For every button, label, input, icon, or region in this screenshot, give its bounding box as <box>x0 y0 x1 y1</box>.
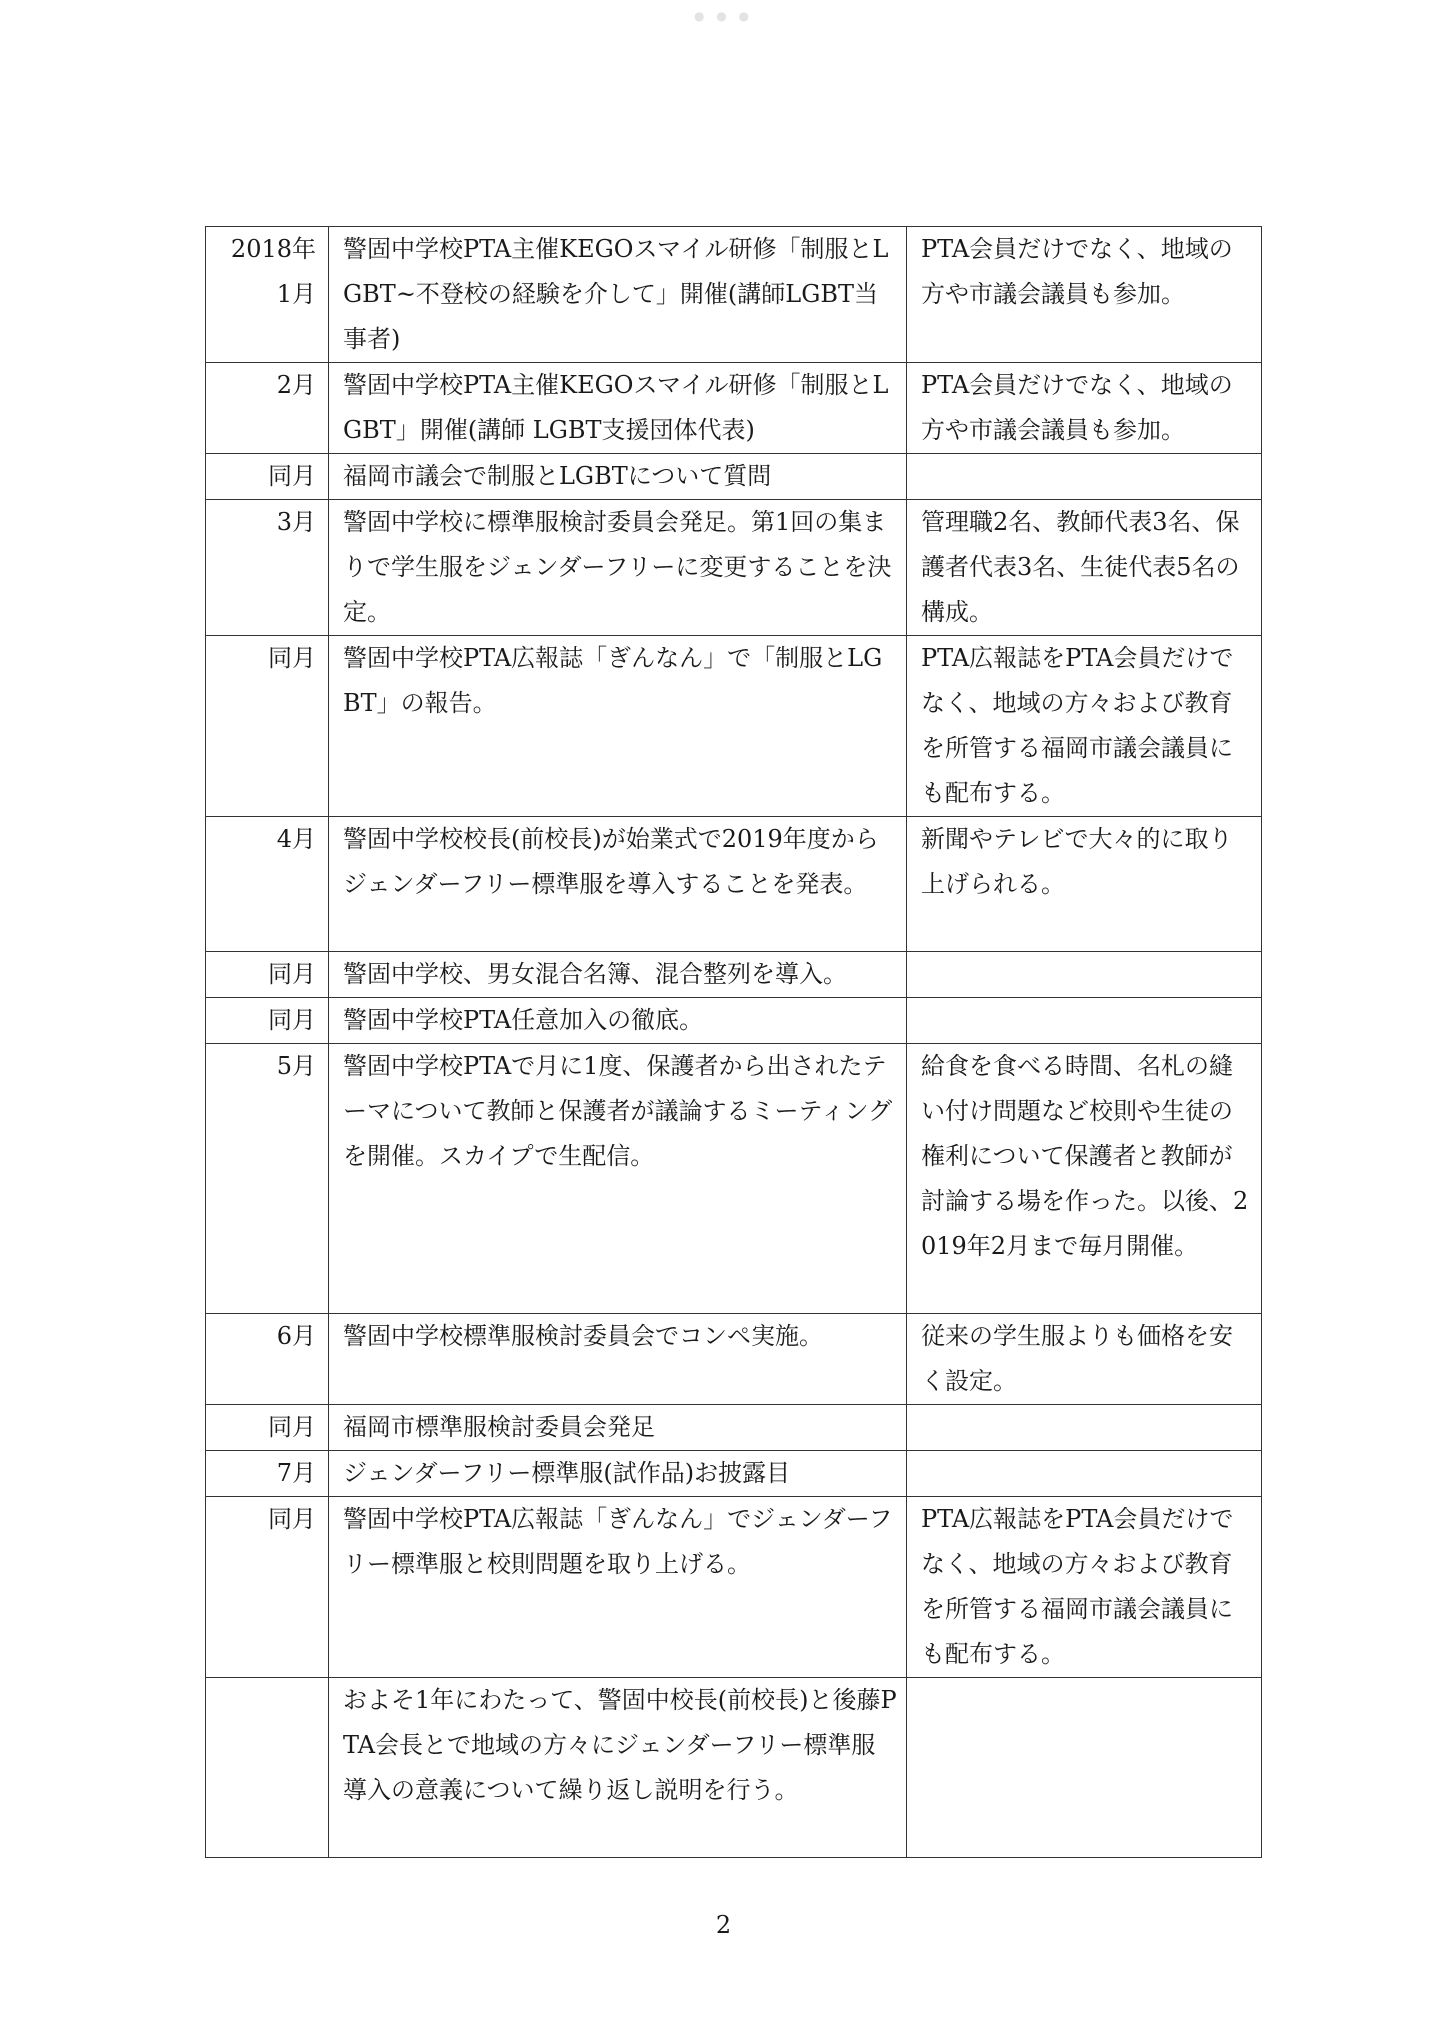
window-handle-dots: ● ● ● <box>693 9 754 23</box>
date-cell: 4月 <box>206 817 329 952</box>
note-cell <box>907 1405 1262 1451</box>
table-row <box>206 998 1262 1044</box>
note-cell <box>907 454 1262 500</box>
event-cell: 警固中学校PTA主催KEGOスマイル研修「制服とLGBT」開催(講師 LGBT支援団体代表) <box>329 363 907 454</box>
event-cell: およそ1年にわたって、警固中校長(前校長)と後藤PTA会長とで地域の方々にジェンダーフリー標準服導入の意義について繰り返し説明を行う。 <box>329 1678 907 1858</box>
event-cell: 警固中学校、男女混合名簿、混合整列を導入。 <box>329 952 907 998</box>
date-cell: 6月 <box>206 1314 329 1405</box>
note-cell: PTA会員だけでなく、地域の方や市議会議員も参加。 <box>907 363 1262 454</box>
date-cell: 同月 <box>206 1405 329 1451</box>
note-cell: 給食を食べる時間、名札の縫い付け問題など校則や生徒の権利について保護者と教師が討論する場を作った。以後、2019年2月まで毎月開催。 <box>907 1044 1262 1314</box>
table-row <box>206 1405 1262 1451</box>
date-cell: 5月 <box>206 1044 329 1314</box>
table-row <box>206 817 1262 952</box>
event-cell: 警固中学校校長(前校長)が始業式で2019年度からジェンダーフリー標準服を導入することを発表。 <box>329 817 907 952</box>
timeline-table <box>205 226 1262 1858</box>
table-row <box>206 1678 1262 1858</box>
note-cell <box>907 952 1262 998</box>
note-cell: 従来の学生服よりも価格を安く設定。 <box>907 1314 1262 1405</box>
table-row <box>206 1451 1262 1497</box>
date-cell: 3月 <box>206 500 329 636</box>
note-cell: PTA広報誌をPTA会員だけでなく、地域の方々および教育を所管する福岡市議会議員にも配布する。 <box>907 1497 1262 1678</box>
date-cell: 2018年 1月 <box>206 227 329 363</box>
date-cell: 同月 <box>206 952 329 998</box>
table-row <box>206 1314 1262 1405</box>
event-cell: 警固中学校PTAで月に1度、保護者から出されたテーマについて教師と保護者が議論するミーティングを開催。スカイプで生配信。 <box>329 1044 907 1314</box>
date-cell: 同月 <box>206 1497 329 1678</box>
event-cell: ジェンダーフリー標準服(試作品)お披露目 <box>329 1451 907 1497</box>
table-row <box>206 454 1262 500</box>
note-cell: 管理職2名、教師代表3名、保護者代表3名、生徒代表5名の構成。 <box>907 500 1262 636</box>
date-cell: 同月 <box>206 454 329 500</box>
table-row <box>206 363 1262 454</box>
note-cell <box>907 998 1262 1044</box>
table-row <box>206 227 1262 363</box>
event-cell: 福岡市標準服検討委員会発足 <box>329 1405 907 1451</box>
date-cell: 7月 <box>206 1451 329 1497</box>
date-cell: 2月 <box>206 363 329 454</box>
date-cell: 同月 <box>206 636 329 817</box>
page-number: 2 <box>715 1911 732 1939</box>
table-row <box>206 636 1262 817</box>
table-row <box>206 952 1262 998</box>
table-row <box>206 500 1262 636</box>
date-cell: 同月 <box>206 998 329 1044</box>
event-cell: 警固中学校標準服検討委員会でコンペ実施。 <box>329 1314 907 1405</box>
event-cell: 警固中学校PTA広報誌「ぎんなん」で「制服とLGBT」の報告。 <box>329 636 907 817</box>
event-cell: 警固中学校PTA主催KEGOスマイル研修「制服とLGBT~不登校の経験を介して」開催(講師LGBT当事者) <box>329 227 907 363</box>
event-cell: 警固中学校PTA広報誌「ぎんなん」でジェンダーフリー標準服と校則問題を取り上げる。 <box>329 1497 907 1678</box>
date-cell <box>206 1678 329 1858</box>
event-cell: 警固中学校PTA任意加入の徹底。 <box>329 998 907 1044</box>
note-cell: PTA会員だけでなく、地域の方や市議会議員も参加。 <box>907 227 1262 363</box>
table-row <box>206 1044 1262 1314</box>
note-cell <box>907 1451 1262 1497</box>
table-row <box>206 1497 1262 1678</box>
note-cell: PTA広報誌をPTA会員だけでなく、地域の方々および教育を所管する福岡市議会議員にも配布する。 <box>907 636 1262 817</box>
event-cell: 福岡市議会で制服とLGBTについて質問 <box>329 454 907 500</box>
note-cell: 新聞やテレビで大々的に取り上げられる。 <box>907 817 1262 952</box>
event-cell: 警固中学校に標準服検討委員会発足。第1回の集まりで学生服をジェンダーフリーに変更することを決定。 <box>329 500 907 636</box>
note-cell <box>907 1678 1262 1858</box>
